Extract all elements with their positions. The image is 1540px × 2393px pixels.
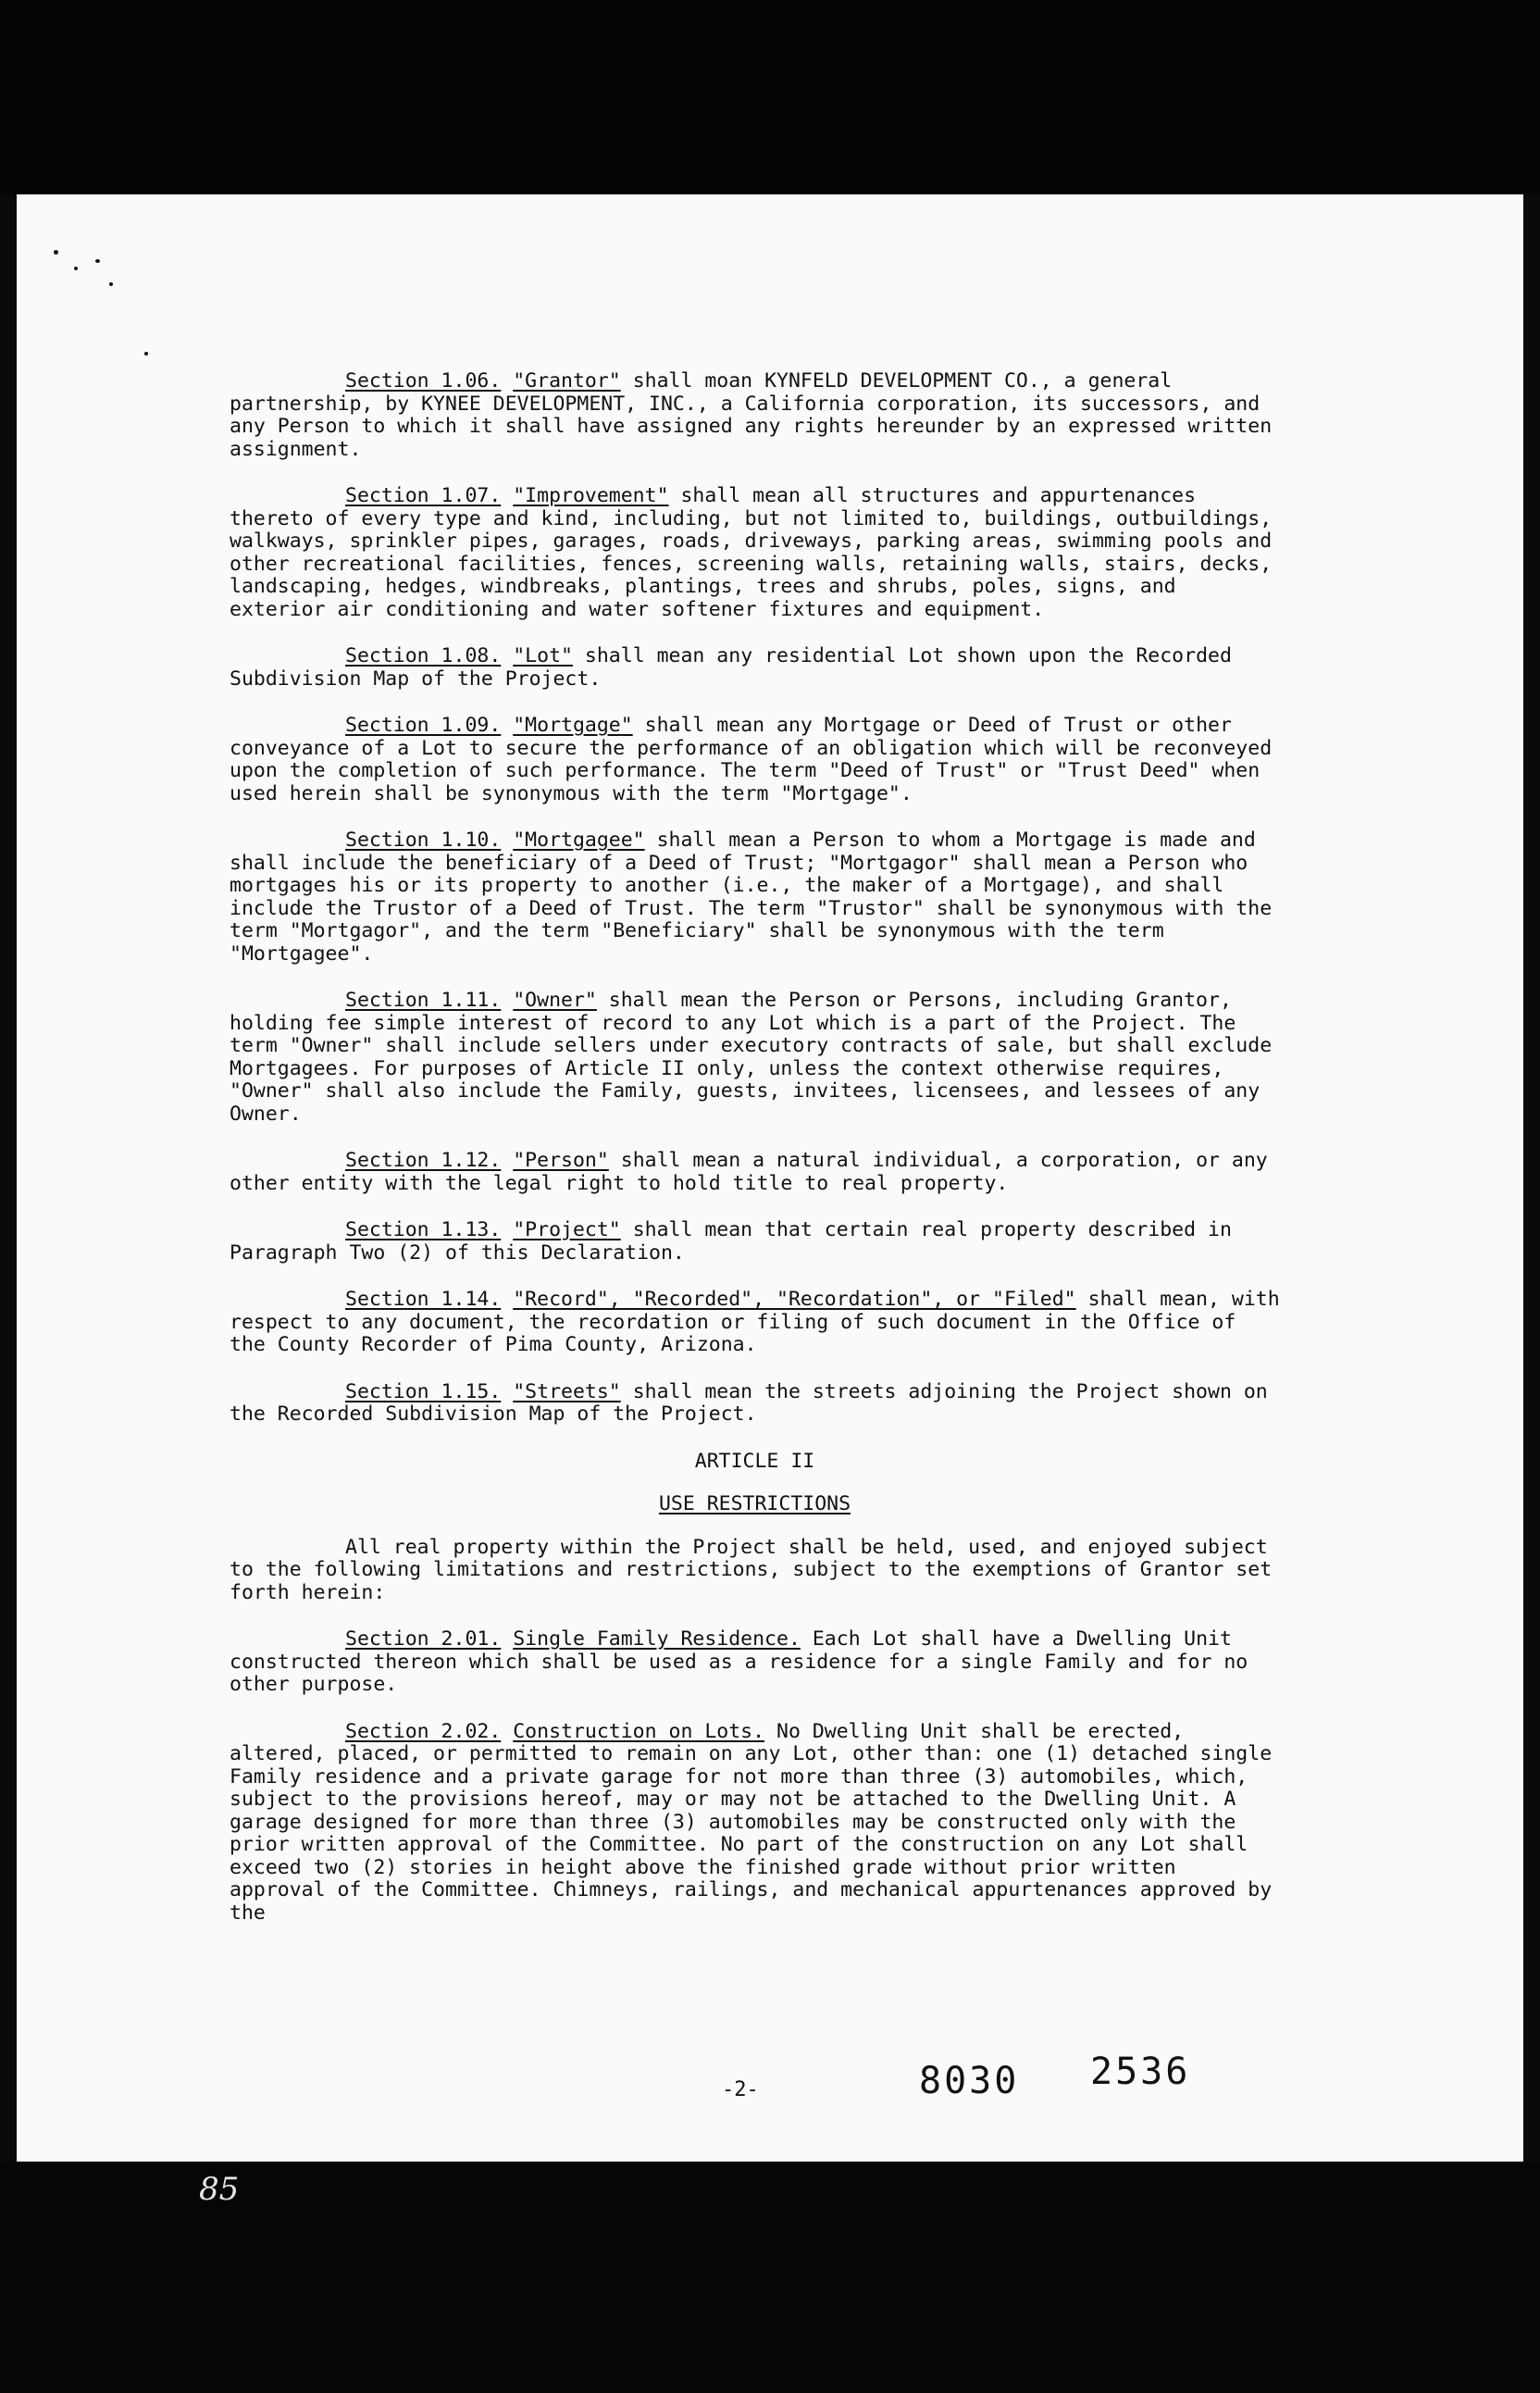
section-term: "Improvement" xyxy=(513,484,669,507)
section-text: shall mean the Person or Persons, including Grantor, holding fee simple interest of record to any Lot which is a part of the Project. The term "Owner" shall include sellers under executory contracts of sale, but shall exclude Mortgagees. For purposes of Article II only, unless the context otherwise requires, "Owner" shall also include the Family, guests, invitees, licensees, and lessees of any Owner. xyxy=(230,989,1273,1126)
section-2-01 xyxy=(230,1628,1280,1697)
scan-speck xyxy=(144,352,148,355)
restrictions-list xyxy=(230,1628,1280,1925)
section-1-15 xyxy=(230,1381,1280,1427)
section-2-02 xyxy=(230,1721,1280,1926)
scan-speck xyxy=(74,267,78,270)
section-term: "Mortgage" xyxy=(513,714,633,737)
section-term: "Grantor" xyxy=(513,369,621,393)
section-heading: Section 2.01. xyxy=(345,1627,502,1651)
section-term: Construction on Lots. xyxy=(513,1719,765,1743)
section-text: shall mean, with respect to any document, the recordation or filing of such document in the Office of the County Recorder of Pima County, Arizona. xyxy=(230,1288,1280,1356)
section-text: shall mean a natural individual, a corporation, or any other entity with the legal right to hold title to real property. xyxy=(230,1149,1268,1195)
section-heading: Section 1.12. xyxy=(345,1149,502,1172)
section-1-06 xyxy=(230,370,1280,461)
section-heading: Section 1.14. xyxy=(345,1288,502,1311)
section-heading: Section 1.15. xyxy=(345,1379,502,1403)
section-term: "Record", "Recorded", "Recordation", or "Filed" xyxy=(513,1288,1076,1311)
section-text: shall moan KYNFELD DEVELOPMENT CO., a general partnership, by KYNEE DEVELOPMENT, INC., a California corporation, its successors, and any Person to which it shall have assigned any rights hereunder by an expressed written assignment. xyxy=(230,369,1273,461)
scan-speck xyxy=(109,282,113,286)
page-number: -2- xyxy=(722,2078,759,2101)
section-text: Each Lot shall have a Dwelling Unit constructed thereon which shall be used as a residence for a single Family and for no other purpose. xyxy=(230,1627,1248,1696)
section-heading: Section 1.06. xyxy=(345,369,502,393)
section-heading: Section 1.11. xyxy=(345,989,502,1012)
section-1-13 xyxy=(230,1219,1280,1265)
margin-handwritten-mark: 85 xyxy=(199,2171,240,2208)
section-text: shall mean that certain real property described in Paragraph Two (2) of this Declaration. xyxy=(230,1218,1232,1265)
definitions-list xyxy=(230,370,1280,1427)
section-1-11 xyxy=(230,990,1280,1126)
section-term: "Project" xyxy=(513,1218,621,1241)
section-heading: Section 2.02. xyxy=(345,1719,502,1743)
scan-top-margin xyxy=(0,0,1540,194)
article-intro: All real property within the Project shall be held, used, and enjoyed subject to the following limitations and restrictions, subject to the exemptions of Grantor set forth herein: xyxy=(230,1535,1273,1604)
docket-book-number: 8030 xyxy=(919,2060,1020,2102)
section-heading: Section 1.07. xyxy=(345,484,502,507)
section-heading: Section 1.13. xyxy=(345,1218,502,1241)
section-text: shall mean a Person to whom a Mortgage is made and shall include the beneficiary of a Deed of Trust; "Mortgagor" shall mean a Person who mortgages his or its property to another (i.e., the maker of a Mortgage), and shall include the Trustor of a Deed of Trust. The term "Trustor" shall be synonymous with the term "Mortgagor", and the term "Beneficiary" shall be synonymous with the term "Mortgagee". xyxy=(230,829,1273,966)
section-term: "Mortgagee" xyxy=(513,829,645,852)
section-heading: Section 1.09. xyxy=(345,714,502,737)
document-page xyxy=(17,194,1523,2162)
section-term: Single Family Residence. xyxy=(513,1627,801,1651)
section-text: shall mean any residential Lot shown upon the Recorded Subdivision Map of the Project. xyxy=(230,644,1232,691)
section-text: No Dwelling Unit shall be erected, altered, placed, or permitted to remain on any Lot, other than: one (1) detached single Family residence and a private garage for not more than three (3) automobiles, which, subject to the provisions hereof, may or may not be attached to the Dwelling Unit. A garage designed for more than three (3) automobiles may be constructed only with the prior written approval of the Committee. No part of the construction on any Lot shall exceed two (2) stories in height above the finished grade without prior written approval of the Committee. Chimneys, railings, and mechanical appurtenances approved by the xyxy=(230,1719,1273,1925)
scan-speck xyxy=(54,250,58,255)
section-text: shall mean the streets adjoining the Project shown on the Recorded Subdivision Map of the Project. xyxy=(230,1379,1268,1426)
section-1-08 xyxy=(230,645,1280,691)
section-1-07 xyxy=(230,485,1280,621)
article-number: ARTICLE II xyxy=(694,1449,815,1473)
section-term: "Streets" xyxy=(513,1379,621,1403)
section-1-09 xyxy=(230,715,1280,805)
document-body xyxy=(230,370,1280,1949)
section-term: "Lot" xyxy=(513,644,573,667)
section-1-10 xyxy=(230,829,1280,966)
article-title: USE RESTRICTIONS xyxy=(658,1492,851,1515)
docket-page-number: 2536 xyxy=(1090,2050,1191,2093)
section-term: "Person" xyxy=(513,1149,609,1172)
section-1-14 xyxy=(230,1289,1280,1357)
scan-speck xyxy=(95,259,100,263)
section-1-12 xyxy=(230,1150,1280,1195)
section-text: shall mean any Mortgage or Deed of Trust or other conveyance of a Lot to secure the performance of an obligation which will be reconveyed upon the completion of such performance. The term "Deed of Trust" or "Trust Deed" when used herein shall be synonymous with the term "Mortgage". xyxy=(230,714,1273,805)
section-text: shall mean all structures and appurtenances thereto of every type and kind, including, but not limited to, buildings, outbuildings, walkways, sprinkler pipes, garages, roads, driveways, parking areas, swimming pools and other recreational facilities, fences, screening walls, retaining walls, stairs, decks, landscaping, hedges, windbreaks, plantings, trees and shrubs, poles, signs, and exterior air conditioning and water softener fixtures and equipment. xyxy=(230,484,1273,621)
section-heading: Section 1.10. xyxy=(345,829,502,852)
section-term: "Owner" xyxy=(513,989,597,1012)
section-heading: Section 1.08. xyxy=(345,644,502,667)
